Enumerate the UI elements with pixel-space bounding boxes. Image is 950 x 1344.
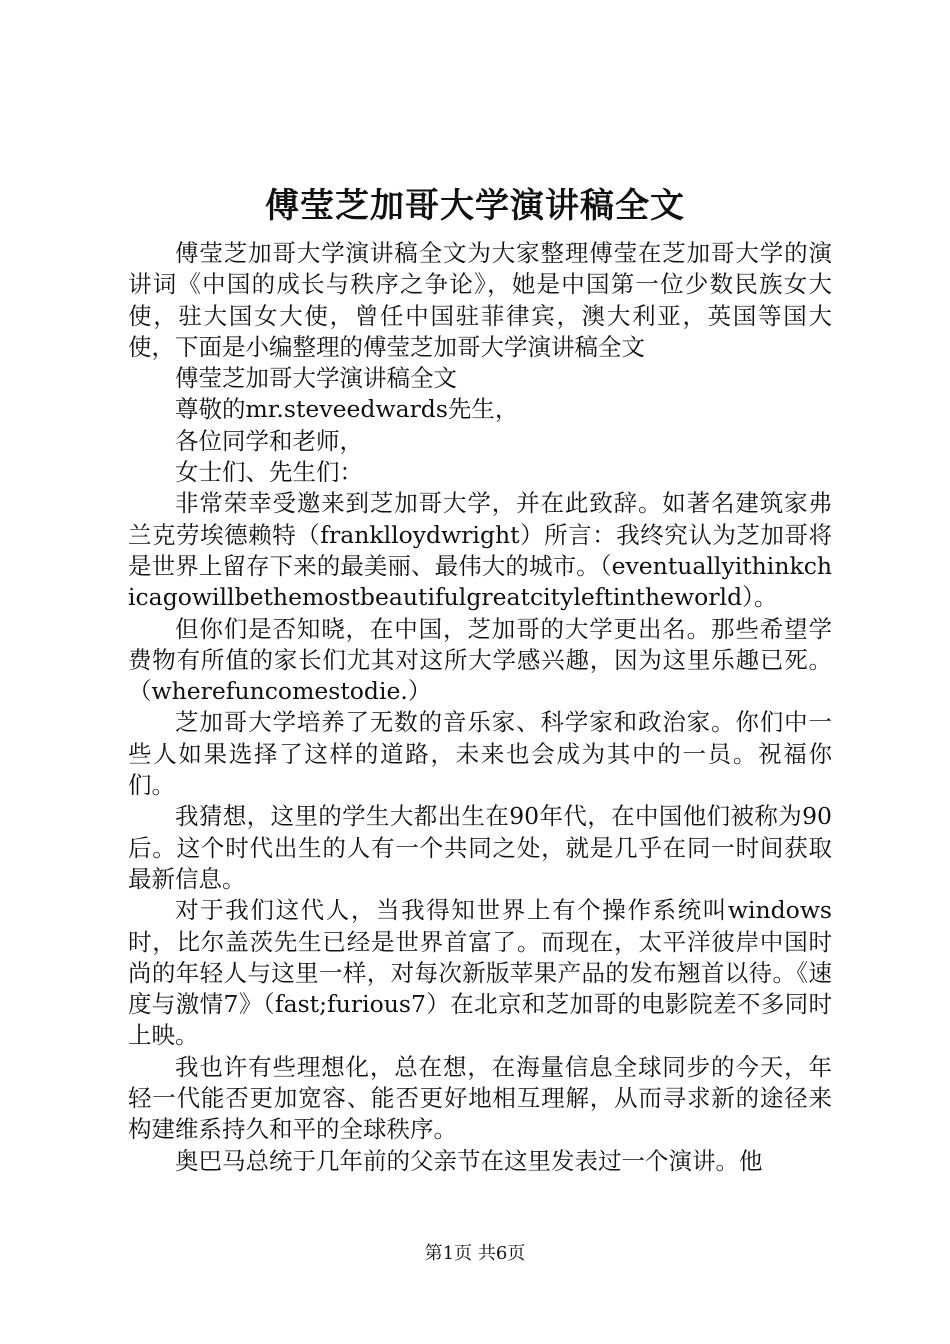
- paragraph-salutation-2: 各位同学和老师，: [175, 426, 363, 455]
- document-title: 傅莹芝加哥大学演讲稿全文: [265, 186, 685, 226]
- page-number-footer: 第1页 共6页: [424, 1243, 526, 1264]
- paragraph-body: 芝加哥大学培养了无数的音乐家、科学家和政治家。你们中一些人如果选择了这样的道路，未来也会成为其中的一员。祝福你们。: [128, 708, 832, 800]
- paragraph-body: 我猜想，这里的学生大都出生在90年代，在中国他们被称为90后。这个时代出生的人有一个共同之处，就是几乎在同一时间获取最新信息。: [128, 802, 832, 893]
- paragraph-body: 奥巴马总统于几年前的父亲节在这里发表过一个演讲。他: [175, 1146, 763, 1175]
- paragraph-body: 但你们是否知晓，在中国，芝加哥的大学更出名。那些希望学费物有所值的家长们尤其对这所大学感兴趣，因为这里乐趣已死。（wherefuncomestodie.）: [128, 614, 832, 706]
- paragraph-intro: 傅莹芝加哥大学演讲稿全文为大家整理傅莹在芝加哥大学的演讲词《中国的成长与秩序之争论》，她是中国第一位少数民族女大使，驻大国女大使，曾任中国驻菲律宾，澳大利亚，英国等国大使，下面是小编整理的傅莹芝加哥大学演讲稿全文: [128, 239, 832, 361]
- paragraph-salutation-3: 女士们、先生们：: [175, 458, 363, 487]
- paragraph-body: 我也许有些理想化，总在想，在海量信息全球同步的今天，年轻一代能否更加宽容、能否更好地相互理解，从而寻求新的途径来构建维系持久和平的全球秩序。: [128, 1052, 832, 1144]
- paragraph-salutation-1: 尊敬的mr.steveedwards先生，: [175, 395, 519, 424]
- paragraph-subtitle: 傅莹芝加哥大学演讲稿全文: [175, 364, 457, 393]
- document-body: [128, 238, 832, 1177]
- paragraph-body: 非常荣幸受邀来到芝加哥大学，并在此致辞。如著名建筑家弗兰克劳埃德赖特（franklloydwright）所言：我终究认为芝加哥将是世界上留存下来的最美丽、最伟大的城市。（eventuallyithinkchicagowillbethemostbeautifulgreatcityleftintheworld）。: [128, 489, 832, 612]
- paragraph-body: 对于我们这代人，当我得知世界上有个操作系统叫windows时，比尔盖茨先生已经是世界首富了。而现在，太平洋彼岸中国时尚的年轻人与这里一样，对每次新版苹果产品的发布翘首以待。《速度与激情7》（fast;furious7）在北京和芝加哥的电影院差不多同时上映。: [128, 896, 832, 1050]
